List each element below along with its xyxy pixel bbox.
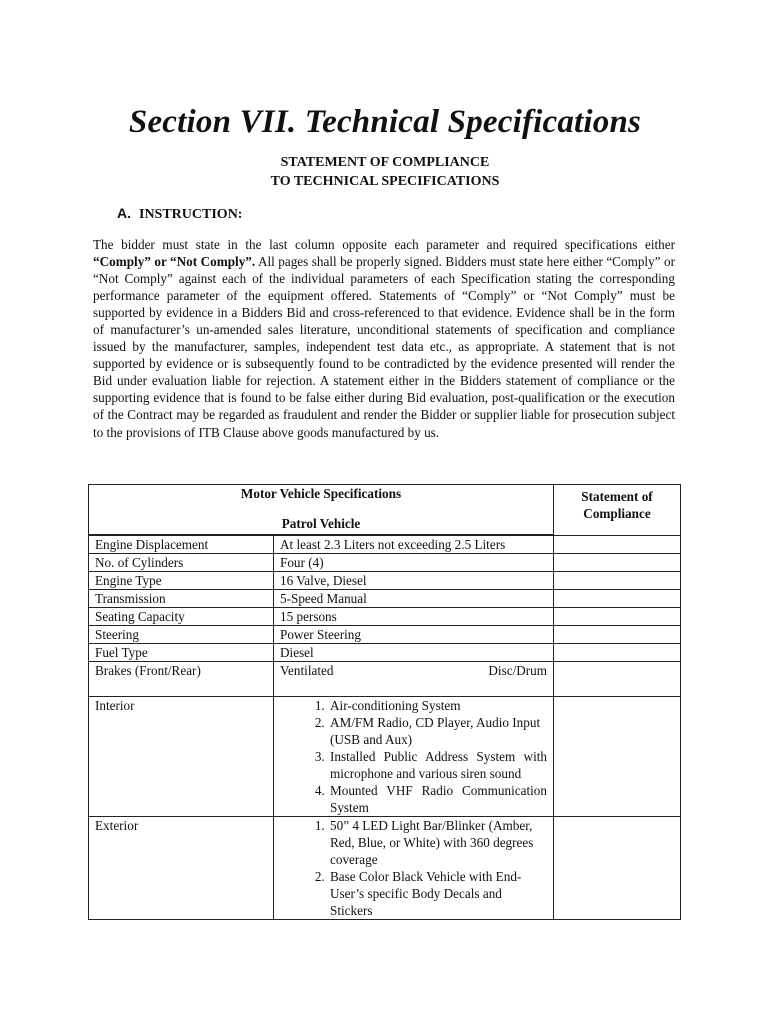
exterior-list — [280, 817, 547, 919]
table-row — [89, 554, 681, 572]
spec-cell: Diesel — [274, 644, 554, 662]
table-row-exterior — [89, 817, 681, 920]
table-row — [89, 626, 681, 644]
table-header-row — [89, 485, 681, 535]
instruction-paragraph — [93, 236, 675, 441]
compliance-cell[interactable] — [554, 536, 681, 554]
compliance-cell[interactable] — [554, 697, 681, 817]
param-cell: Exterior — [89, 817, 274, 920]
brake-spec — [280, 662, 547, 679]
param-cell: No. of Cylinders — [89, 554, 274, 572]
page-title: Section VII. Technical Specifications — [128, 104, 642, 140]
compliance-cell[interactable] — [554, 590, 681, 608]
compliance-cell[interactable] — [554, 626, 681, 644]
section-heading-instruction — [117, 205, 242, 223]
param-cell: Interior — [89, 697, 274, 817]
compliance-cell[interactable] — [554, 817, 681, 920]
list-item: 2. AM/FM Radio, CD Player, Audio Input (USB and Aux) — [328, 714, 547, 748]
compliance-cell[interactable] — [554, 662, 681, 697]
param-cell: Steering — [89, 626, 274, 644]
spec-cell: 16 Valve, Diesel — [274, 572, 554, 590]
param-cell: Fuel Type — [89, 644, 274, 662]
spec-cell — [274, 697, 554, 817]
instruction-text-1: The bidder must state in the last column opposite each parameter and required specifications either — [93, 237, 675, 252]
table-row — [89, 590, 681, 608]
param-cell: Seating Capacity — [89, 608, 274, 626]
table-row — [89, 572, 681, 590]
subtitle-statement-of-compliance: STATEMENT OF COMPLIANCE — [280, 155, 490, 170]
header-title-text: Motor Vehicle Specifications — [240, 486, 402, 501]
table-row-interior — [89, 697, 681, 817]
spec-cell — [274, 662, 554, 697]
table-row — [89, 644, 681, 662]
table-row — [89, 536, 681, 554]
param-cell: Brakes (Front/Rear) — [89, 662, 274, 697]
compliance-cell[interactable] — [554, 572, 681, 590]
table-row-brakes — [89, 662, 681, 697]
list-item: 1. Air-conditioning System — [328, 697, 547, 714]
compliance-cell[interactable] — [554, 554, 681, 572]
list-item: 2. Base Color Black Vehicle with End-User’s specific Body Decals and Stickers — [328, 868, 547, 919]
spec-cell: Four (4) — [274, 554, 554, 572]
spec-cell: Power Steering — [274, 626, 554, 644]
section-heading-text: INSTRUCTION: — [139, 207, 243, 222]
param-cell: Engine Displacement — [89, 536, 274, 554]
instruction-text-2: All pages shall be properly signed. Bidders must state here either “Comply” or “Not Comply” against each of the individual parameters of each Specification stating the corresponding performance parameter of the equipment offered. Statements of “Comply” or “Not Comply” must be supported by evidence in a Bidders Bid and cross-referenced to that evidence. Evidence shall be in the form of manufacturer’s un-amended sales literature, unconditional statements of specification and compliance issued by the manufacturer, samples, independent test data etc., as appropriate. A statement that is not supported by evidence or is subsequently found to be contradicted by the evidence presented will render the Bid under evaluation liable for rejection. A statement either in the Bidders statement of compliance or the supporting evidence that is found to be false either during Bid evaluation, post-qualification or the execution of the Contract may be regarded as fraudulent and render the Bidder or supplier liable for prosecution subject to the provisions of ITB Clause above goods manufactured by us. — [93, 254, 675, 440]
spec-cell: At least 2.3 Liters not exceeding 2.5 Liters — [274, 536, 554, 554]
spec-cell: 15 persons — [274, 608, 554, 626]
spec-cell: 5-Speed Manual — [274, 590, 554, 608]
subtitle-technical-specifications: TO TECHNICAL SPECIFICATIONS — [270, 174, 500, 189]
instruction-bold-text: “Comply” or “Not Comply”. — [93, 254, 256, 270]
list-item: 3. Installed Public Address System with microphone and various siren sound — [328, 748, 547, 782]
compliance-cell[interactable] — [554, 644, 681, 662]
brake-spec-right: Disc/Drum — [488, 663, 547, 678]
list-item: 4. Mounted VHF Radio Communication System — [328, 782, 547, 816]
brake-spec-left: Ventilated — [280, 663, 334, 678]
param-cell: Engine Type — [89, 572, 274, 590]
specifications-table — [88, 484, 681, 920]
table-header-compliance: Statement of Compliance — [554, 485, 681, 536]
table-header-title — [89, 485, 554, 535]
param-cell: Transmission — [89, 590, 274, 608]
spec-cell — [274, 817, 554, 920]
list-item: 1. 50” 4 LED Light Bar/Blinker (Amber, Red, Blue, or White) with 360 degrees coverage — [328, 817, 547, 868]
table-row — [89, 608, 681, 626]
interior-list — [280, 697, 547, 816]
header-subtitle-text: Patrol Vehicle — [281, 516, 361, 531]
compliance-cell[interactable] — [554, 608, 681, 626]
section-letter: A. — [117, 205, 131, 221]
